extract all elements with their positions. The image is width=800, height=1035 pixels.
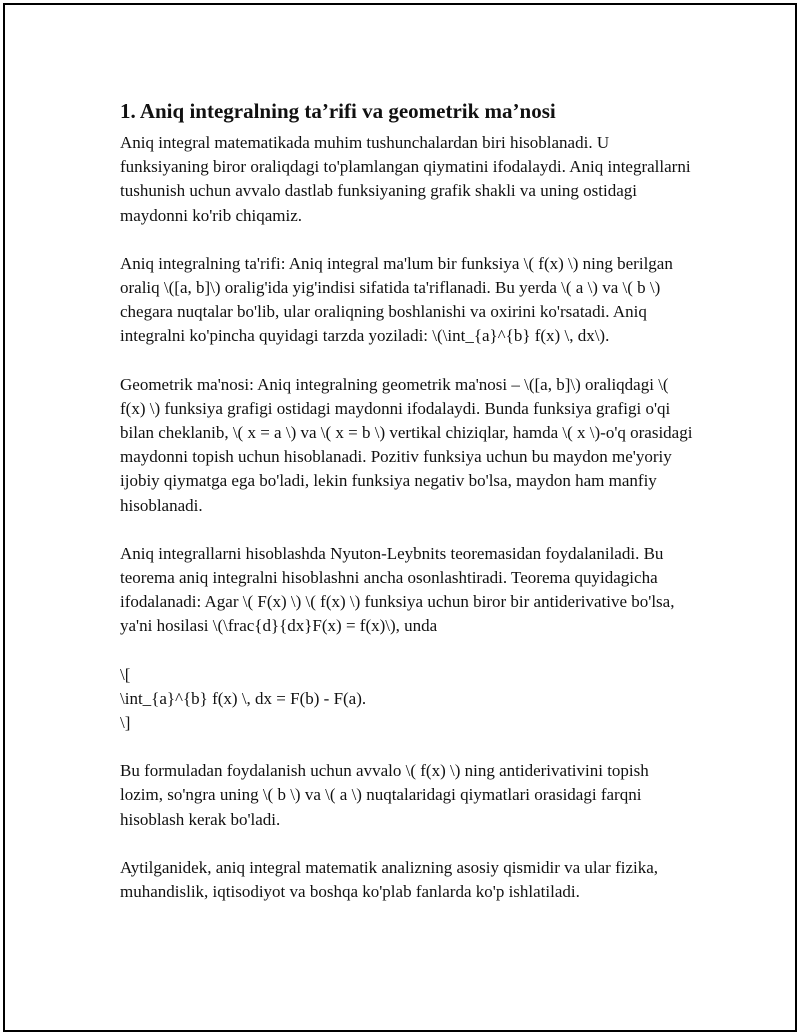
paragraph-formula-usage: Bu formuladan foydalanish uchun avvalo \( f(x) \) ning antiderivativini topish lozim, so'ngra uning \( b \) va \( a \) nuqtalaridagi qiymatlari orasidagi farqni hisoblash kerak bo'ladi. xyxy=(120,761,649,829)
paragraph-geometric-meaning: Geometrik ma'nosi: Aniq integralning geometrik ma'nosi – \([a, b]\) oraliqdagi \( f(x) \) funksiya grafigi ostidagi maydonni ifodalaydi. Bunda funksiya grafigi o'qi bilan cheklanib, \( x = a \) va \( x = b \) vertikal chiziqlar, hamda \( x \)-o'q orasidagi maydonni topish uchun hisoblanadi. Pozitiv funksiya uchun bu maydon me'yoriy ijobiy qiymatga ega bo'ladi, lekin funksiya negativ bo'lsa, maydon ham manfiy hisoblanadi. xyxy=(120,374,693,515)
paragraph-definition: Aniq integralning ta'rifi: Aniq integral ma'lum bir funksiya \( f(x) \) ning berilgan oraliq \([a, b]\) oralig'ida yig'indisi sifatida ta'riflanadi. Bu yerda \( a \) va \( b \) chegara nuqtalar bo'lib, ular oraliqning boshlanishi va oxirini ko'rsatadi. Aniq integralni ko'pincha quyidagi tarzda yoziladi: \(\int_{a}^{b} f(x) \, dx\). xyxy=(120,253,673,346)
formula-block xyxy=(120,663,695,736)
formula-open-delimiter: \[ xyxy=(120,664,131,684)
document-page xyxy=(3,3,797,1032)
paragraph-gap xyxy=(120,832,695,856)
paragraph-gap xyxy=(120,518,695,542)
paragraph-gap xyxy=(120,639,695,663)
section-title: 1. Aniq integralning ta’rifi va geometrik ma’nosi xyxy=(120,99,556,123)
paragraph-gap xyxy=(120,735,695,759)
paragraph-gap xyxy=(120,349,695,373)
paragraph-intro: Aniq integral matematikada muhim tushunchalardan biri hisoblanadi. U funksiyaning biror oraliqdagi to'plamlangan qiymatini ifodalaydi. Aniq integrallarni tushunish uchun avvalo dastlab funksiyaning grafik shakli va uning ostidagi maydonni ko'rib chiqamiz. xyxy=(120,133,691,225)
formula-expression: \int_{a}^{b} f(x) \, dx = F(b) - F(a). xyxy=(120,688,367,708)
paragraph-newton-leibniz: Aniq integrallarni hisoblashda Nyuton-Leybnits teoremasidan foydalaniladi. Bu teorema aniq integralni hisoblashni ancha osonlashtiradi. Teorema quyidagicha ifodalanadi: Agar \( F(x) \) \( f(x) \) funksiya uchun biror bir antiderivative bo'lsa, ya'ni hosilasi \(\frac{d}{dx}F(x) = f(x)\), unda xyxy=(120,543,675,636)
document-body xyxy=(120,97,695,904)
formula-close-delimiter: \] xyxy=(120,713,131,733)
paragraph-gap xyxy=(120,228,695,252)
paragraph-conclusion: Aytilganidek, aniq integral matematik analizning asosiy qismidir va ular fizika, muhandislik, iqtisodiyot va boshqa ko'plab fanlarda ko'p ishlatiladi. xyxy=(120,857,659,902)
